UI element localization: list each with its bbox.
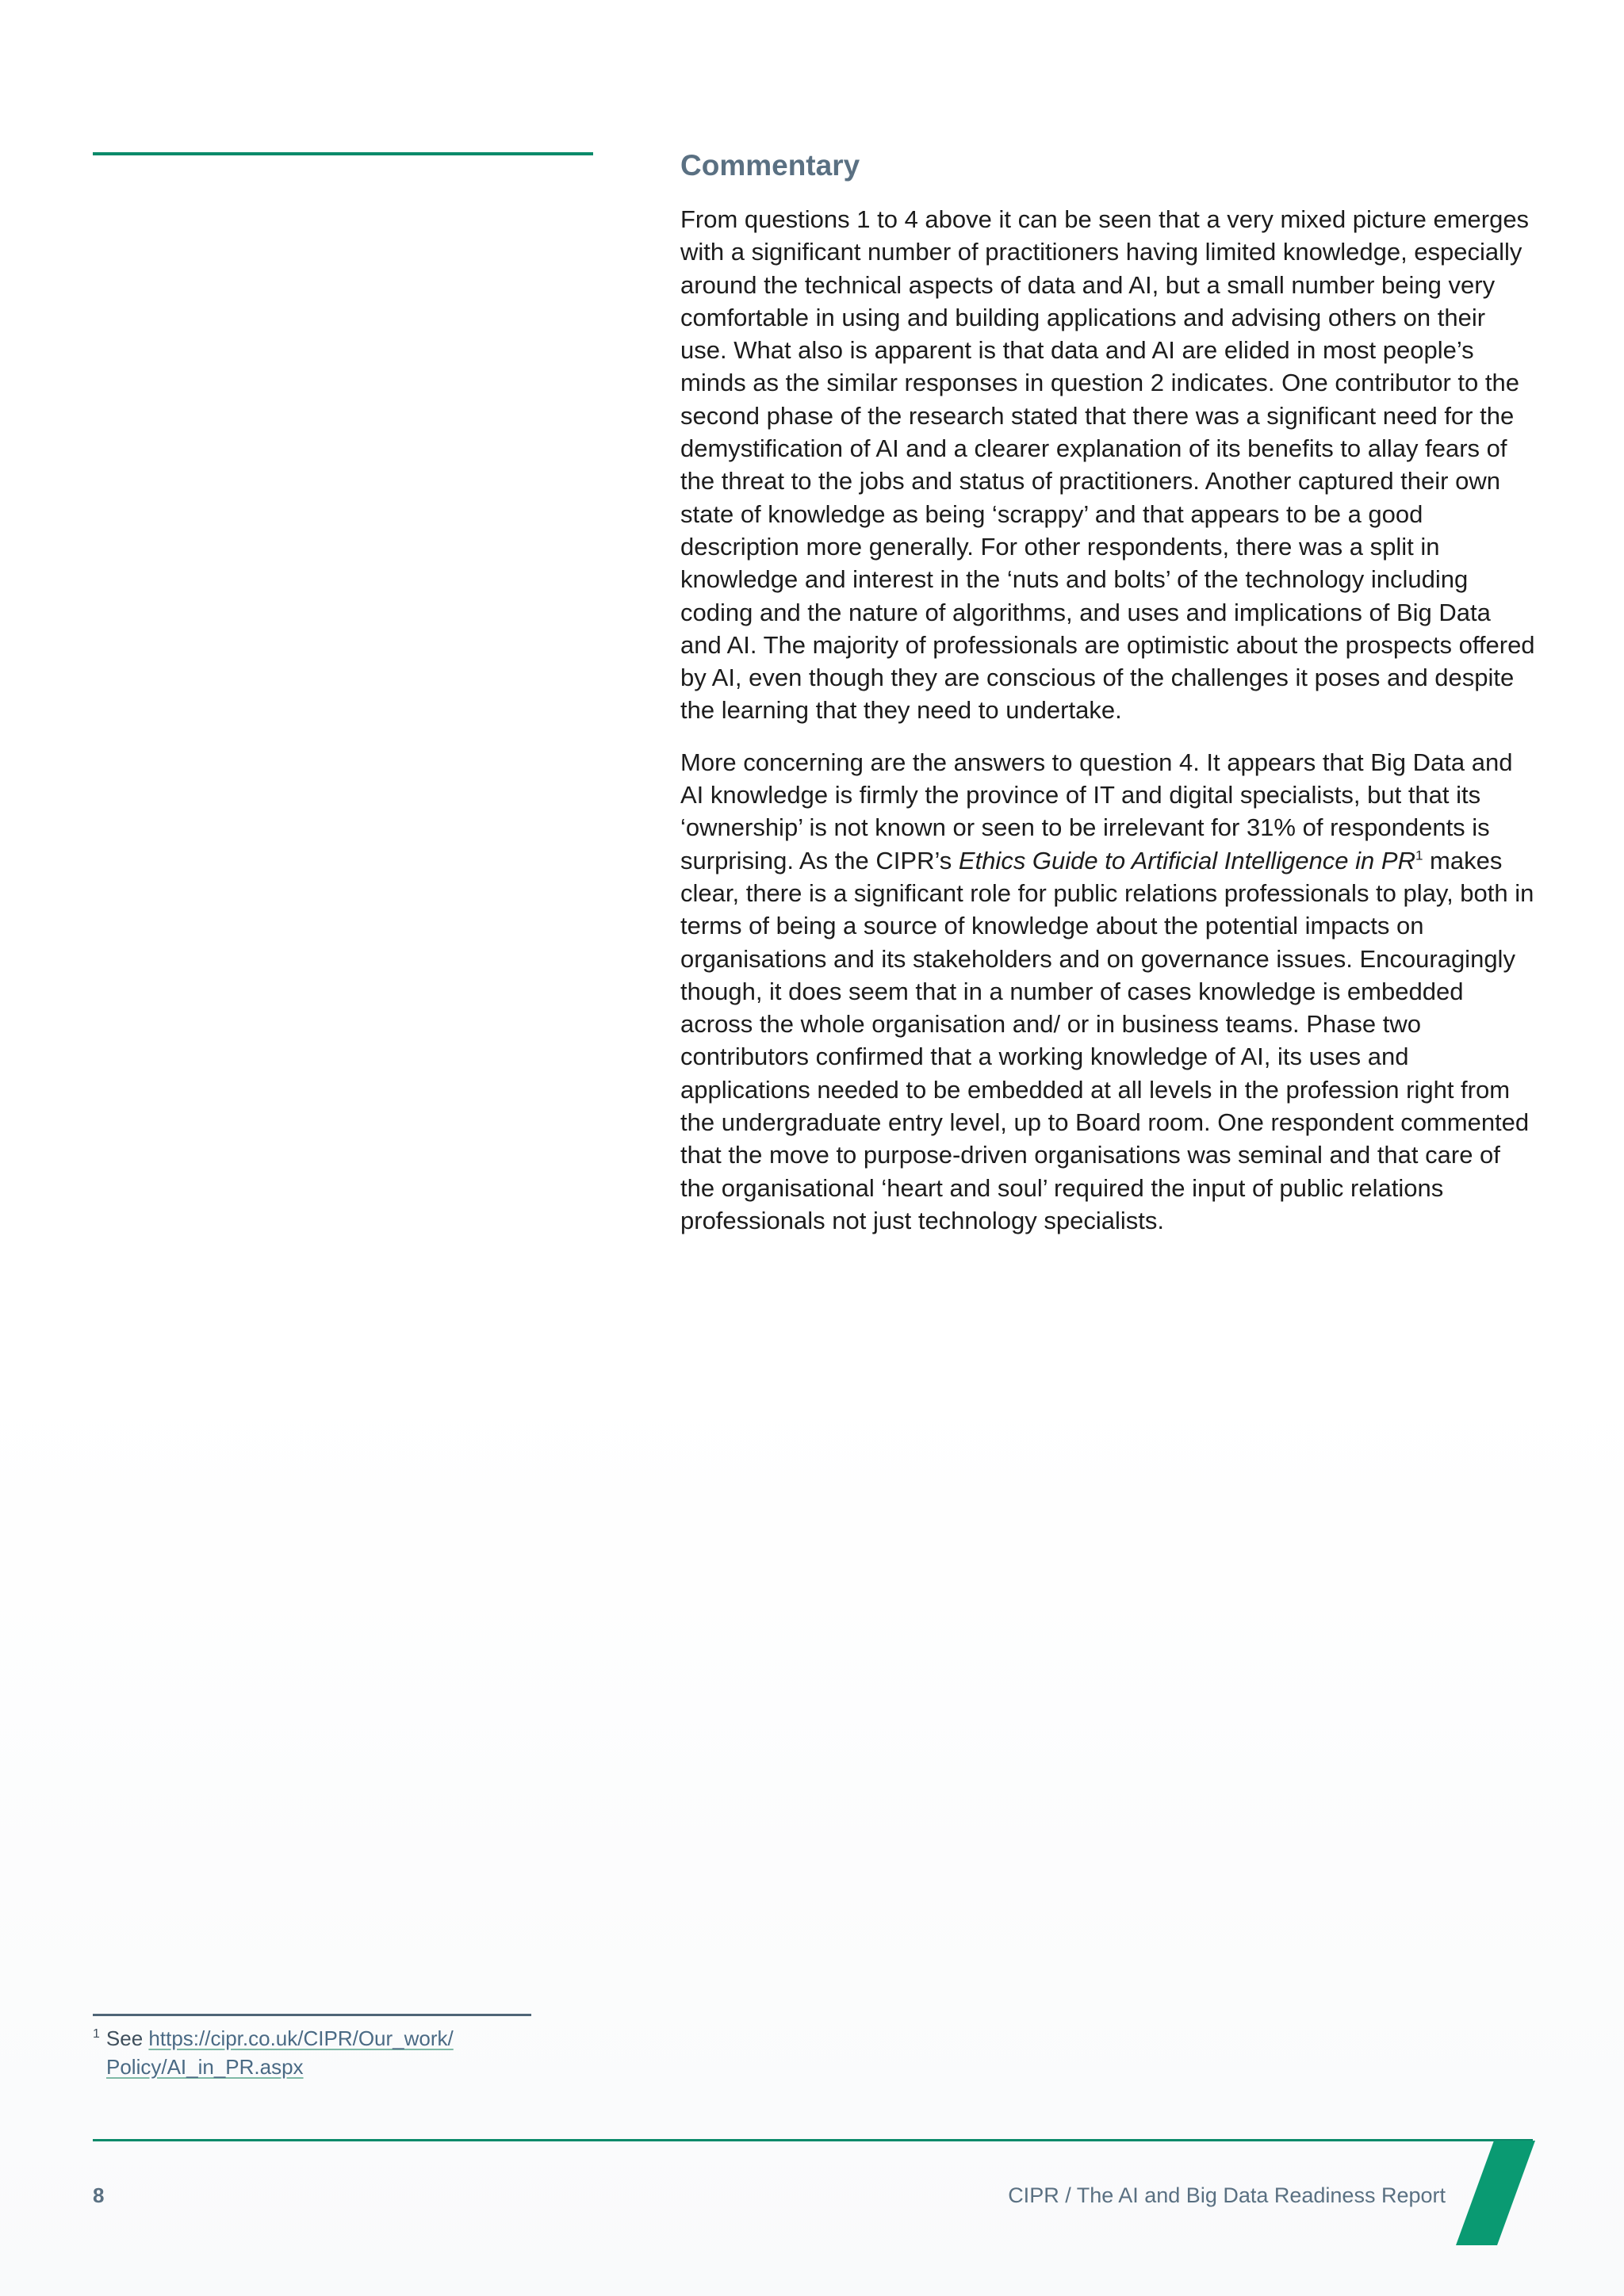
main-column bbox=[680, 147, 1537, 1256]
footnote-divider bbox=[93, 2014, 531, 2016]
guide-title: Ethics Guide to Artificial Intelligence in PR bbox=[958, 846, 1415, 874]
running-title: CIPR / The AI and Big Data Readiness Report bbox=[1008, 2183, 1446, 2207]
page-number: 8 bbox=[93, 2183, 105, 2207]
footnote-link-part-2[interactable]: Policy/AI_in_PR.aspx bbox=[106, 2055, 304, 2079]
footnote bbox=[93, 2024, 584, 2081]
paragraph-2-text-start: More concerning are the answers to question 4. It appears that Big Data and AI knowledge is firmly the province of IT and digital specialists, but that its ‘ownership’ is not known or seen to be irrelevant for 31% of respondents is surprising. As the CIPR’s bbox=[680, 748, 1513, 874]
top-divider bbox=[93, 152, 593, 155]
footnote-reference[interactable]: 1 bbox=[1415, 848, 1423, 863]
footnote-prefix: See bbox=[105, 2026, 149, 2050]
brand-slash-shape bbox=[1456, 2141, 1535, 2245]
section-heading: Commentary bbox=[680, 149, 860, 182]
brand-slash-icon bbox=[1456, 2141, 1535, 2245]
paragraph-2 bbox=[680, 746, 1537, 1237]
footer-divider bbox=[93, 2139, 1533, 2141]
paragraph-1: From questions 1 to 4 above it can be seen that a very mixed picture emerges with a significant number of practitioners having limited knowledge, especially around the technical aspects of data and AI, but a small number being very comfortable in using and building applications and advising others on their use. What also is apparent is that data and AI are elided in most people’s minds as the similar responses in question 2 indicates. One contributor to the second phase of the research stated that there was a significant need for the demystification of AI and a clearer explanation of its benefits to allay fears of the threat to the jobs and status of practitioners. Another captured their own state of knowledge as being ‘scrappy’ and that appears to be a good description more generally. For other respondents, there was a split in knowledge and interest in the ‘nuts and bolts’ of the technology including coding and the nature of algorithms, and uses and implications of Big Data and AI. The majority of professionals are optimistic about the prospects offered by AI, even though they are conscious of the challenges it poses and despite the learning that they need to undertake. bbox=[680, 205, 1535, 725]
paragraph-2-text-end: makes clear, there is a significant role for public relations professionals to play, both in terms of being a source of knowledge about the potential impacts on organisations and its stakeholders and on governance issues. Encouragingly though, it does seem that in a number of cases knowledge is embedded across the whole organisation and/ or in business teams. Phase two contributors confirmed that a working knowledge of AI, its uses and applications needed to be embedded at all levels in the profession right from the undergraduate entry level, up to Board room. One respondent commented that the move to purpose-driven organisations was seminal and that care of the organisational ‘heart and soul’ required the input of public relations professionals not just technology specialists. bbox=[680, 846, 1534, 1234]
footnote-link-part-1[interactable]: https://cipr.co.uk/CIPR/Our_work/ bbox=[148, 2026, 454, 2050]
footnote-number: 1 bbox=[93, 2027, 100, 2042]
